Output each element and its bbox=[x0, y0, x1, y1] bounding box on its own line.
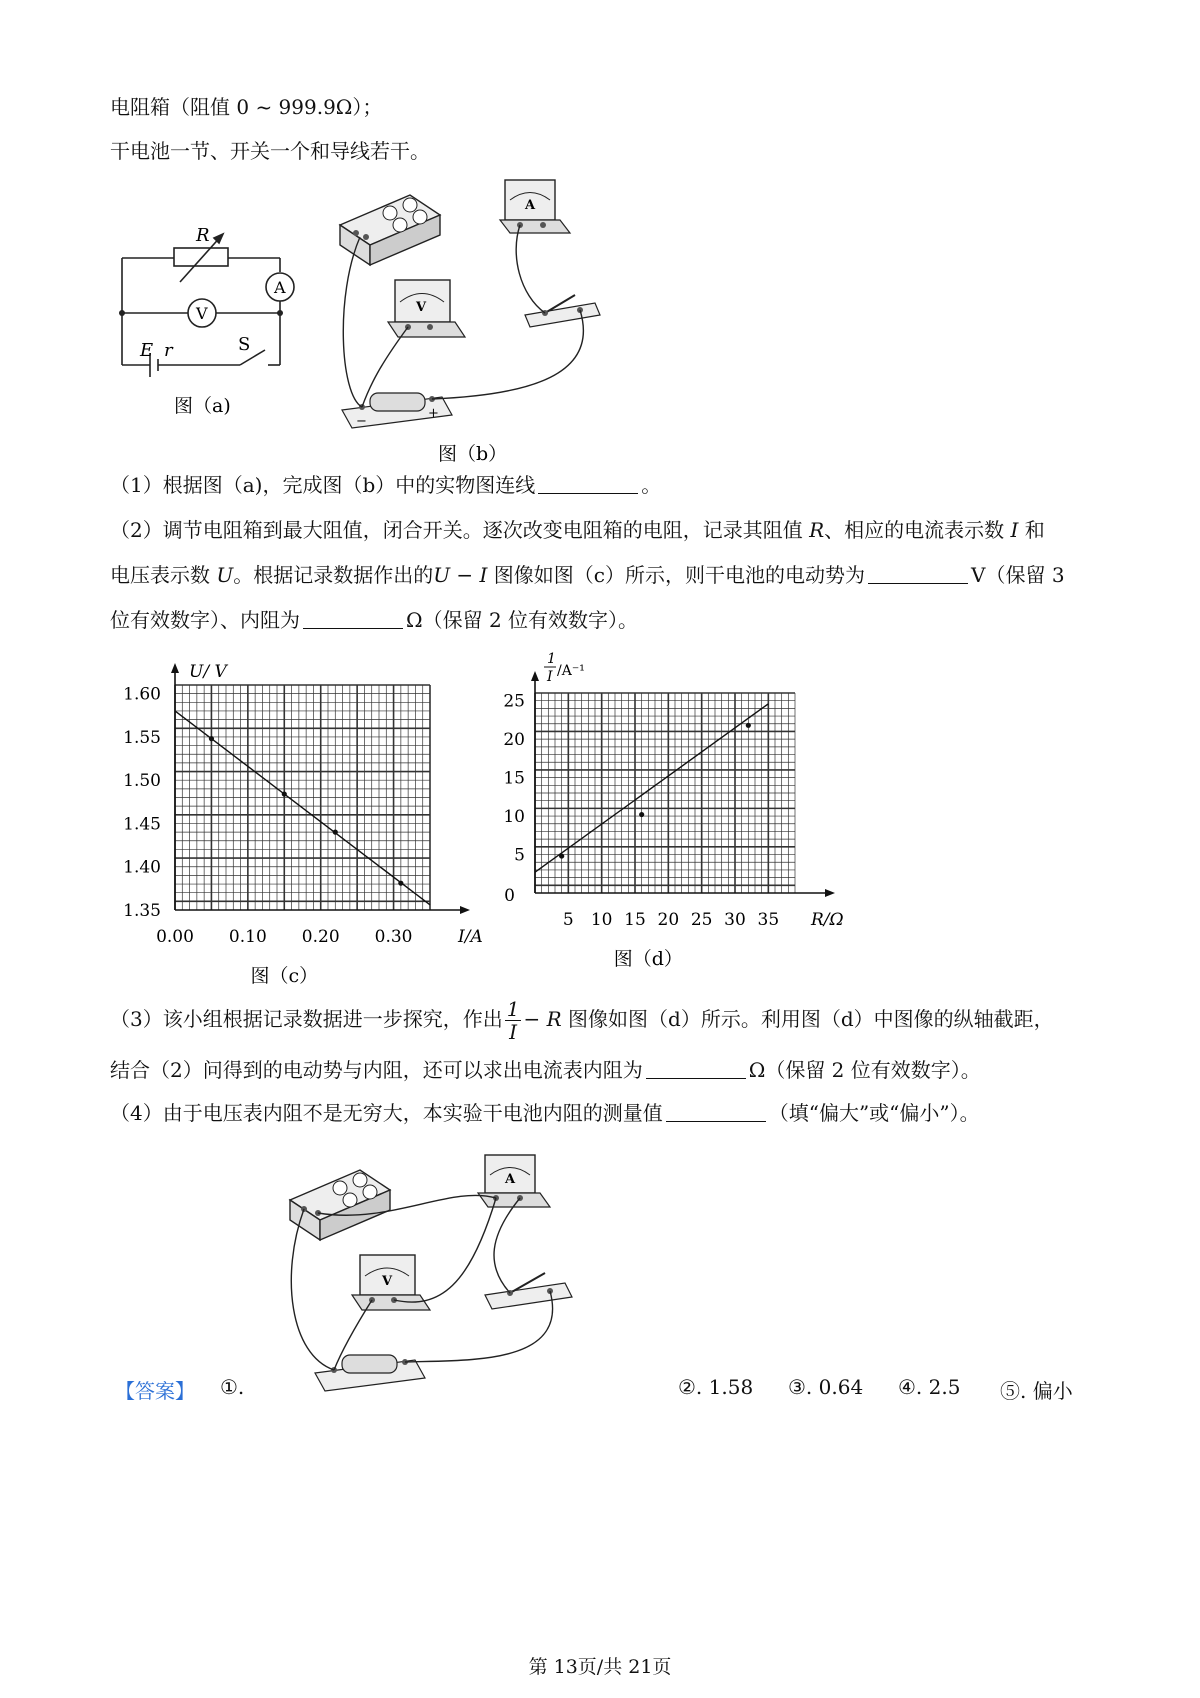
y-tick-label: 1.45 bbox=[123, 814, 161, 835]
y-tick-label: 10 bbox=[503, 807, 525, 828]
label-r: r bbox=[164, 340, 173, 361]
q2-text-a: （2）调节电阻箱到最大阻值，闭合开关。逐次改变电阻箱的电阻，记录其阻值 bbox=[110, 518, 810, 542]
answer-3: ③. 0.64 bbox=[788, 1375, 864, 1399]
ammeter-symbol-label: A bbox=[274, 278, 286, 297]
figure-a-caption: 图（a) bbox=[174, 395, 231, 417]
q3-fraction bbox=[505, 998, 522, 1043]
text-line-2: 干电池一节、开关一个和导线若干。 bbox=[110, 139, 430, 163]
answer-resistance-box bbox=[290, 1170, 390, 1240]
chart-d-caption: 图（d） bbox=[613, 948, 683, 970]
answer-blank-1[interactable] bbox=[538, 473, 638, 494]
label-R: R bbox=[196, 225, 210, 246]
y-tick-label: 5 bbox=[514, 845, 525, 866]
chart-c-u-i bbox=[110, 650, 510, 987]
answer-voltmeter-label: V bbox=[382, 1274, 393, 1289]
x-tick-label: 25 bbox=[690, 910, 713, 930]
q3-frac-num: 1 bbox=[506, 997, 520, 1021]
label-E: E bbox=[140, 340, 154, 361]
answer-5: ⑤. 偏小 bbox=[1000, 1379, 1073, 1403]
chart-d-inv-i-r bbox=[500, 645, 860, 970]
y-tick-label: 25 bbox=[503, 691, 525, 712]
x-tick-label: 15 bbox=[624, 910, 646, 930]
voltmeter-symbol-label: V bbox=[196, 304, 208, 323]
answer-wiring-figure bbox=[270, 1145, 590, 1415]
q3-text-c: 图像如图（d）所示。利用图（d）中图像的纵轴截距， bbox=[561, 1007, 1054, 1031]
y-tick-label: 20 bbox=[503, 730, 525, 751]
q4-text-a: （4）由于电压表内阻不是无穷大，本实验干电池内阻的测量值 bbox=[110, 1101, 663, 1125]
question-2-line-2 bbox=[110, 560, 1065, 590]
question-2-line-3 bbox=[110, 605, 638, 635]
voltmeter-label: V bbox=[416, 300, 427, 315]
y-tick-label: 1.50 bbox=[123, 771, 161, 792]
data-point bbox=[282, 791, 287, 796]
figure-a-circuit bbox=[110, 210, 320, 430]
y-axis-arrow bbox=[531, 671, 539, 681]
y-tick-label: 1.55 bbox=[123, 727, 161, 748]
answer-blank-emf[interactable] bbox=[868, 563, 968, 584]
question-1 bbox=[110, 470, 661, 500]
question-4 bbox=[110, 1098, 980, 1128]
chart-c-caption: 图（c） bbox=[250, 965, 319, 987]
label-S: S bbox=[238, 334, 251, 355]
answer-1: ①. bbox=[220, 1375, 245, 1399]
answer-ammeter bbox=[478, 1155, 550, 1207]
cell-minus-label: − bbox=[356, 414, 367, 429]
ammeter bbox=[500, 180, 570, 233]
q3-text-e: Ω（保留 2 位有效数字）。 bbox=[748, 1058, 981, 1082]
y-axis-label: U/ V bbox=[189, 662, 227, 682]
q3-text-d: 结合（2）问得到的电动势与内阻，还可以求出电流表内阻为 bbox=[110, 1058, 643, 1082]
x-axis-arrow bbox=[460, 906, 470, 914]
x-tick-label: 35 bbox=[757, 910, 780, 930]
answer-label: 【答案】 bbox=[115, 1379, 195, 1403]
figure-b-apparatus bbox=[330, 175, 670, 475]
q3-text-a: （3）该小组根据记录数据进一步探究，作出 bbox=[110, 1007, 503, 1031]
text-line-1: 电阻箱（阻值 0 ~ 999.9Ω）； bbox=[110, 95, 383, 119]
x-tick-label: 0.10 bbox=[228, 927, 267, 947]
y-tick-label: 15 bbox=[503, 768, 525, 789]
q2-text-h: 位有效数字）、内阻为 bbox=[110, 608, 300, 632]
q2-text-e: 。根据记录数据作出的 bbox=[233, 563, 434, 587]
x-tick-label: 10 bbox=[590, 910, 613, 930]
x-tick-label: 0.00 bbox=[156, 927, 194, 947]
q2-text-i: Ω（保留 2 位有效数字）。 bbox=[406, 608, 639, 632]
figure-b-caption: 图（b） bbox=[438, 443, 508, 465]
q2-text-g: V（保留 3 bbox=[971, 563, 1065, 587]
data-point bbox=[209, 736, 214, 741]
y-tick-label: 1.60 bbox=[123, 684, 161, 705]
q2-var-U: U bbox=[216, 563, 234, 587]
voltmeter bbox=[388, 280, 465, 337]
answer-switch bbox=[485, 1273, 572, 1309]
q4-text-b: （填“偏大”或“偏小”）。 bbox=[768, 1101, 980, 1125]
q3-minus-R: − R bbox=[523, 1007, 562, 1031]
x-axis-label: R/Ω bbox=[811, 910, 844, 930]
data-point bbox=[559, 853, 564, 858]
q3-frac-den: I bbox=[509, 1020, 518, 1044]
y-axis-label-unit: /A⁻¹ bbox=[557, 663, 585, 679]
x-tick-label: 5 bbox=[562, 910, 574, 930]
answer-blank-measurement-bias[interactable] bbox=[666, 1101, 766, 1122]
question-3-line-1 bbox=[110, 998, 1054, 1043]
y-axis-arrow bbox=[171, 663, 179, 673]
ammeter-label: A bbox=[525, 198, 536, 213]
question-1-text: （1）根据图（a)，完成图（b）中的实物图连线 bbox=[110, 473, 536, 497]
cell-plus-label: + bbox=[428, 406, 439, 421]
q2-formula-UI: U − I bbox=[433, 563, 488, 587]
resistance-box bbox=[340, 195, 440, 265]
y-tick-label: 1.40 bbox=[123, 857, 161, 878]
answer-2: ②. 1.58 bbox=[678, 1375, 754, 1399]
answer-blank-internal-resistance[interactable] bbox=[303, 608, 403, 629]
x-tick-label: 0.20 bbox=[301, 927, 340, 947]
question-3-line-2 bbox=[110, 1055, 981, 1085]
q2-text-f: 图像如图（c）所示，则干电池的电动势为 bbox=[487, 563, 866, 587]
data-point bbox=[746, 723, 751, 728]
q2-var-R: R bbox=[809, 518, 825, 542]
x-tick-label: 30 bbox=[724, 910, 746, 930]
data-point bbox=[639, 812, 644, 817]
answer-dry-cell bbox=[315, 1355, 425, 1391]
answer-ammeter-label: A bbox=[505, 1172, 516, 1187]
x-tick-label: 0.30 bbox=[374, 927, 413, 947]
origin-label: 0 bbox=[504, 886, 515, 906]
answer-blank-ammeter-resistance[interactable] bbox=[646, 1058, 746, 1079]
y-axis-label-num: 1 bbox=[547, 651, 556, 667]
x-axis-label: I/A bbox=[458, 927, 483, 947]
answer-4: ④. 2.5 bbox=[898, 1375, 961, 1399]
q2-text-b: 、相应的电流表示数 bbox=[824, 518, 1011, 542]
data-point bbox=[333, 830, 338, 835]
q2-var-I: I bbox=[1010, 518, 1019, 542]
q2-text-c: 和 bbox=[1018, 518, 1045, 542]
switch bbox=[525, 295, 600, 327]
question-2-line-1 bbox=[110, 515, 1045, 545]
y-axis-label-den: I bbox=[547, 669, 553, 685]
x-axis-arrow bbox=[825, 889, 835, 897]
question-1-end: 。 bbox=[641, 473, 662, 497]
page-footer: 第 13页/共 21页 bbox=[528, 1656, 672, 1678]
data-point bbox=[398, 881, 403, 886]
y-tick-label: 1.35 bbox=[123, 901, 161, 921]
x-tick-label: 20 bbox=[657, 910, 680, 930]
q2-text-d: 电压表示数 bbox=[110, 563, 217, 587]
